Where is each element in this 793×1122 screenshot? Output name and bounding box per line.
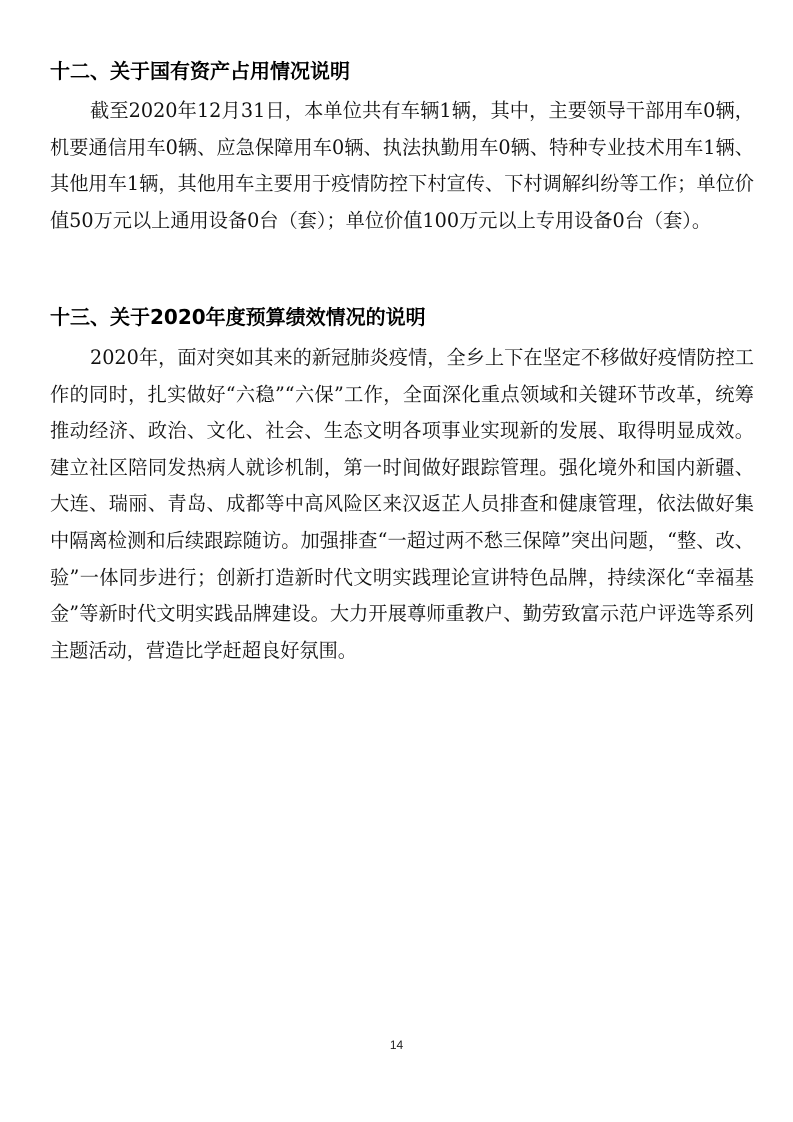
section-heading-state-assets: 十二、关于国有资产占用情况说明 [50,59,350,83]
section-heading-budget-performance: 十三、关于2020年度预算绩效情况的说明 [50,305,426,329]
section-body-budget-performance: 2020年，面对突如其来的新冠肺炎疫情，全乡上下在坚定不移做好疫情防控工作的同时，扎实做好“六稳”“六保”工作，全面深化重点领域和关键环节改革，统筹推动经济、政治、文化、社会、生态文明各项事业实现新的发展、取得明显成效。建立社区陪同发热病人就诊机制，第一时间做好跟踪管理。强化境外和国内新疆、大连、瑞丽、青岛、成都等中高风险区来汉返芷人员排查和健康管理，依法做好集中隔离检测和后续跟踪随访。加强排查“一超过两不愁三保障”突出问题，“整、改、验”一体同步进行；创新打造新时代文明实践理论宣讲特色品牌，持续深化“幸福基金”等新时代文明实践品牌建设。大力开展尊师重教户、勤劳致富示范户评选等系列主题活动，营造比学赶超良好氛围。 [50,346,754,662]
section-body-state-assets: 截至2020年12月31日，本单位共有车辆1辆，其中，主要领导干部用车0辆，机要通信用车0辆、应急保障用车0辆、执法执勤用车0辆、特种专业技术用车1辆、其他用车1辆，其他用车主要用于疫情防控下村宣传、下村调解纠纷等工作；单位价值50万元以上通用设备0台（套）；单位价值100万元以上专用设备0台（套）。 [50,99,754,232]
page-number: 14 [389,1038,404,1052]
